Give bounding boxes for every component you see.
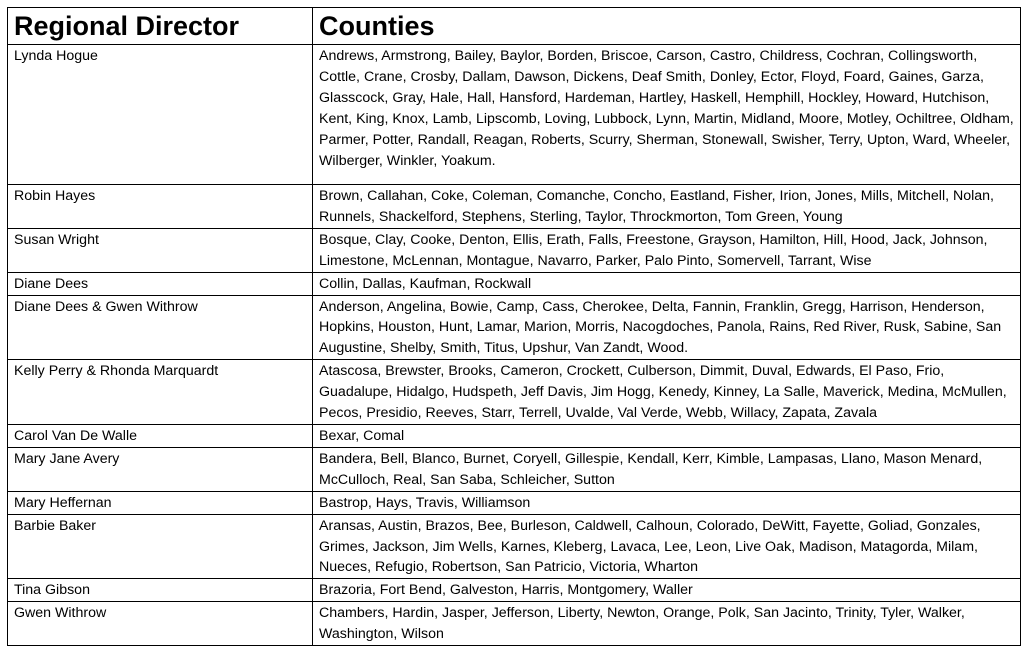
table-row [8, 185, 1021, 229]
counties-cell: Bexar, Comal [313, 424, 1021, 447]
table-row [8, 45, 1021, 185]
counties-cell: Aransas, Austin, Brazos, Bee, Burleson, Caldwell, Calhoun, Colorado, DeWitt, Fayette, Goliad, Gonzales, Grimes, Jackson, Jim Wells, Karnes, Kleberg, Lavaca, Lee, Leon, Live Oak, Madison, Matagorda, Milam, Nueces, Refugio, Robertson, San Patricio, Victoria, Wharton [313, 514, 1021, 579]
counties-cell: Bastrop, Hays, Travis, Williamson [313, 491, 1021, 514]
counties-cell: Bosque, Clay, Cooke, Denton, Ellis, Erath, Falls, Freestone, Grayson, Hamilton, Hill, Hood, Jack, Johnson, Limestone, McLennan, Montague, Navarro, Parker, Palo Pinto, Somervell, Tarrant, Wise [313, 228, 1021, 272]
table-row [8, 602, 1021, 646]
table-row [8, 272, 1021, 295]
table-row [8, 514, 1021, 579]
counties-cell: Brazoria, Fort Bend, Galveston, Harris, Montgomery, Waller [313, 579, 1021, 602]
director-cell: Mary Jane Avery [8, 447, 313, 491]
regional-director-table [7, 7, 1021, 646]
counties-cell: Brown, Callahan, Coke, Coleman, Comanche, Concho, Eastland, Fisher, Irion, Jones, Mills, Mitchell, Nolan, Runnels, Shackelford, Stephens, Sterling, Taylor, Throckmorton, Tom Green, Young [313, 185, 1021, 229]
table-row [8, 579, 1021, 602]
director-cell: Barbie Baker [8, 514, 313, 579]
header-row [8, 8, 1021, 45]
director-cell: Susan Wright [8, 228, 313, 272]
director-cell: Gwen Withrow [8, 602, 313, 646]
counties-cell: Collin, Dallas, Kaufman, Rockwall [313, 272, 1021, 295]
table-row [8, 360, 1021, 425]
director-cell: Tina Gibson [8, 579, 313, 602]
header-counties: Counties [313, 8, 1021, 45]
director-cell: Robin Hayes [8, 185, 313, 229]
table-row [8, 491, 1021, 514]
director-cell: Diane Dees [8, 272, 313, 295]
counties-cell: Andrews, Armstrong, Bailey, Baylor, Borden, Briscoe, Carson, Castro, Childress, Cochran, Collingsworth, Cottle, Crane, Crosby, Dallam, Dawson, Dickens, Deaf Smith, Donley, Ector, Floyd, Foard, Gaines, Garza, Glasscock, Gray, Hale, Hall, Hansford, Hardeman, Hartley, Haskell, Hemphill, Hockley, Howard, Hutchison, Kent, King, Knox, Lamb, Lipscomb, Loving, Lubbock, Lynn, Martin, Midland, Moore, Motley, Ochiltree, Oldham, Parmer, Potter, Randall, Reagan, Roberts, Scurry, Sherman, Stonewall, Swisher, Terry, Upton, Ward, Wheeler, Wilberger, Winkler, Yoakum. [313, 45, 1021, 185]
table-row [8, 447, 1021, 491]
director-cell: Lynda Hogue [8, 45, 313, 185]
table-row [8, 424, 1021, 447]
director-cell: Kelly Perry & Rhonda Marquardt [8, 360, 313, 425]
director-cell: Mary Heffernan [8, 491, 313, 514]
header-regional-director: Regional Director [8, 8, 313, 45]
counties-cell: Atascosa, Brewster, Brooks, Cameron, Crockett, Culberson, Dimmit, Duval, Edwards, El Paso, Frio, Guadalupe, Hidalgo, Hudspeth, Jeff Davis, Jim Hogg, Kenedy, Kinney, La Salle, Maverick, Medina, McMullen, Pecos, Presidio, Reeves, Starr, Terrell, Uvalde, Val Verde, Webb, Willacy, Zapata, Zavala [313, 360, 1021, 425]
table-row [8, 228, 1021, 272]
table-row [8, 295, 1021, 360]
counties-cell: Anderson, Angelina, Bowie, Camp, Cass, Cherokee, Delta, Fannin, Franklin, Gregg, Harrison, Henderson, Hopkins, Houston, Hunt, Lamar, Marion, Morris, Nacogdoches, Panola, Rains, Red River, Rusk, Sabine, San Augustine, Shelby, Smith, Titus, Upshur, Van Zandt, Wood. [313, 295, 1021, 360]
director-cell: Carol Van De Walle [8, 424, 313, 447]
counties-cell: Bandera, Bell, Blanco, Burnet, Coryell, Gillespie, Kendall, Kerr, Kimble, Lampasas, Llano, Mason Menard, McCulloch, Real, San Saba, Schleicher, Sutton [313, 447, 1021, 491]
counties-cell: Chambers, Hardin, Jasper, Jefferson, Liberty, Newton, Orange, Polk, San Jacinto, Trinity, Tyler, Walker, Washington, Wilson [313, 602, 1021, 646]
director-cell: Diane Dees & Gwen Withrow [8, 295, 313, 360]
